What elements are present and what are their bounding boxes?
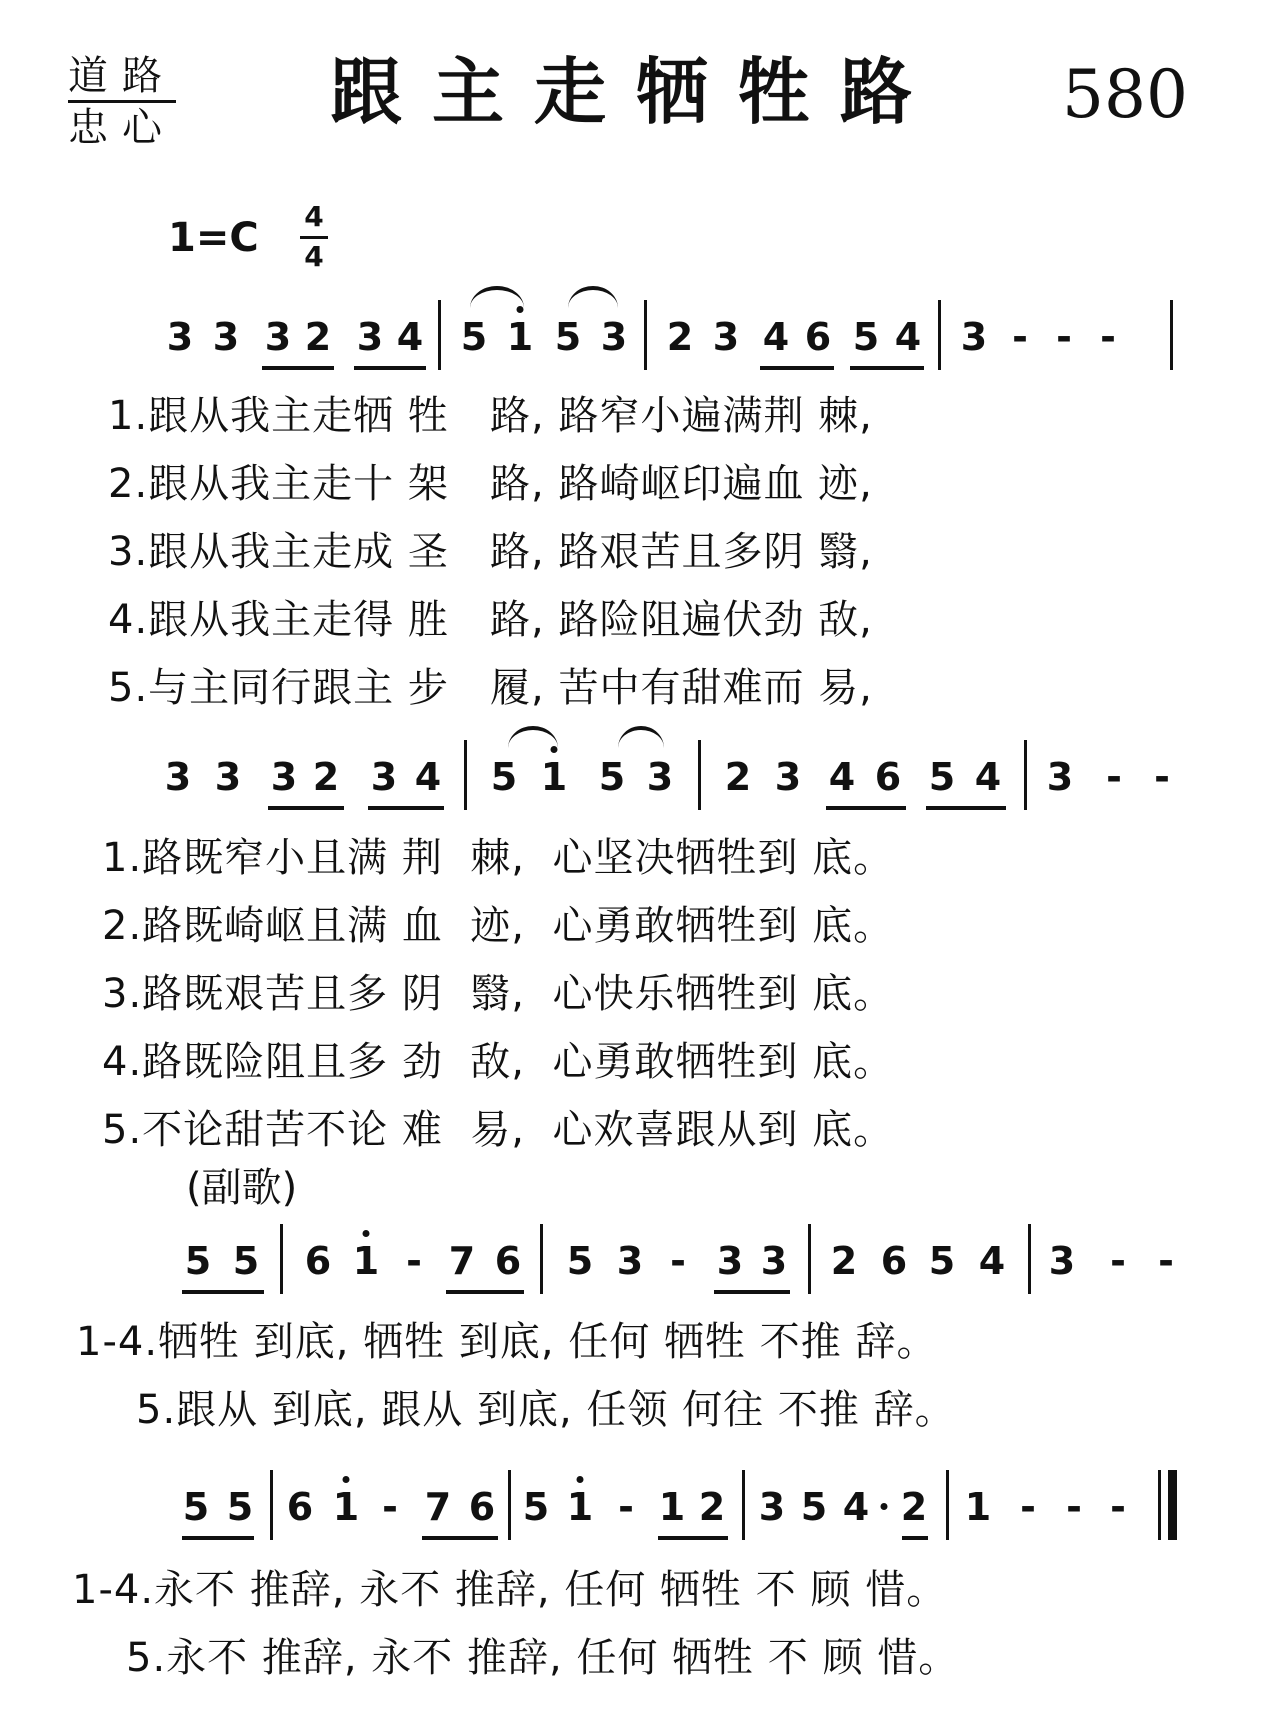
underline [354,366,426,370]
barline [540,1224,543,1294]
dash: - [1012,315,1028,359]
key-signature: 1=C [168,215,259,261]
verse-line: 1.路既窄小且满 荆 棘, 心坚决牺牲到 底。 [102,835,895,881]
verse-line: 2.跟从我主走十 架 路, 路崎岖印遍血 迹, [108,461,873,507]
note: 3 [760,1239,788,1283]
barline [280,1224,283,1294]
time-signature-line [300,236,328,239]
note: 6 [804,315,832,359]
note: 6 [874,755,902,799]
note: 1 [566,1485,594,1529]
note: 4 [396,315,424,359]
dash: - [1110,1239,1126,1283]
note: 2 [900,1485,928,1529]
hymn-category-bottom: 忠心 [68,105,176,151]
verse-line: 5.不论甜苦不论 难 易, 心欢喜跟从到 底。 [102,1107,895,1153]
note: 4 [842,1485,870,1529]
verse-line: 1.跟从我主走牺 牲 路, 路窄小遍满荆 棘, [108,393,873,439]
barline [644,300,647,370]
note: 3 [356,315,384,359]
note: 6 [286,1485,314,1529]
note: 5 [852,315,880,359]
verse-line: 5.与主同行跟主 步 履, 苦中有甜难而 易, [108,665,873,711]
time-signature-bottom: 4 [304,240,324,273]
note: 3 [616,1239,644,1283]
note: 6 [468,1485,496,1529]
barline [1024,740,1027,810]
note: 3 [716,1239,744,1283]
note: 3 [164,755,192,799]
barline [464,740,467,810]
note: 1 [540,755,568,799]
high-octave-dot [343,1476,350,1483]
note: 4 [414,755,442,799]
slur [470,286,524,308]
underline [446,1290,524,1294]
note: 5 [182,1485,210,1529]
final-barline-thick [1168,1470,1177,1540]
high-octave-dot [363,1230,370,1237]
slur [508,726,558,748]
refrain-line: 5.跟从 到底, 跟从 到底, 任领 何往 不推 辞。 [136,1387,956,1433]
note: 4 [894,315,922,359]
verse-line: 3.路既艰苦且多 阴 翳, 心快乐牺牲到 底。 [102,971,895,1017]
slur [618,726,664,748]
verse-line: 2.路既崎岖且满 血 迹, 心勇敢牺牲到 底。 [102,903,895,949]
hymn-category-top: 道路 [68,56,176,103]
notation-line-3 [0,1224,1280,1294]
note: 5 [800,1485,828,1529]
dash: - [1056,315,1072,359]
note: 4 [828,755,856,799]
refrain-label: (副歌) [186,1165,298,1211]
barline [438,300,441,370]
underline [714,1290,790,1294]
note: 3 [1048,1239,1076,1283]
note: 1 [658,1485,686,1529]
note: 1 [964,1485,992,1529]
dash: - [1110,1485,1126,1529]
note: 1 [332,1485,360,1529]
underline [368,806,444,810]
note: 6 [494,1239,522,1283]
note: 1 [352,1239,380,1283]
refrain-line: 1-4.牺牲 到底, 牺牲 到底, 任何 牺牲 不推 辞。 [76,1319,938,1365]
dash: - [670,1239,686,1283]
barline [742,1470,745,1540]
note: 3 [264,315,292,359]
verse-line: 4.路既险阻且多 劲 敌, 心勇敢牺牲到 底。 [102,1039,895,1085]
underline [422,1536,498,1540]
barline [938,300,941,370]
note: 5 [566,1239,594,1283]
note: 3 [960,315,988,359]
underline [182,1290,264,1294]
refrain-line: 5.永不 推辞, 永不 推辞, 任何 牺牲 不 顾 惜。 [126,1635,960,1681]
note: 1 [506,315,534,359]
note: 2 [724,755,752,799]
verse-line: 4.跟从我主走得 胜 路, 路险阻遍伏劲 敌, [108,597,873,643]
note: 5 [490,755,518,799]
dash: - [1020,1485,1036,1529]
note: 3 [212,315,240,359]
note: 5 [522,1485,550,1529]
barline [698,740,701,810]
underline [902,1536,928,1540]
dash: - [1066,1485,1082,1529]
note: 6 [880,1239,908,1283]
dash: - [1100,315,1116,359]
note: 3 [166,315,194,359]
note: 3 [214,755,242,799]
note: 4 [762,315,790,359]
underline [850,366,924,370]
note: 2 [830,1239,858,1283]
note: 2 [304,315,332,359]
underline [182,1536,254,1540]
dash: - [1158,1239,1174,1283]
note: 5 [554,315,582,359]
underline [658,1536,728,1540]
barline [270,1470,273,1540]
notation-line-2 [0,740,1280,810]
notation-line-4 [0,1470,1280,1540]
note: 3 [270,755,298,799]
note: 4 [974,755,1002,799]
barline [508,1470,511,1540]
hymn-title: 跟主走牺牲路 [330,50,943,134]
note: 2 [666,315,694,359]
note: 3 [774,755,802,799]
note: 3 [646,755,674,799]
note: 5 [232,1239,260,1283]
hymn-number: 580 [1062,56,1188,133]
note: 6 [304,1239,332,1283]
note: 2 [312,755,340,799]
note: 5 [928,755,956,799]
note: 5 [184,1239,212,1283]
underline [826,806,906,810]
note: 5 [460,315,488,359]
note: 5 [226,1485,254,1529]
note: 2 [698,1485,726,1529]
refrain-line: 1-4.永不 推辞, 永不 推辞, 任何 牺牲 不 顾 惜。 [72,1567,948,1613]
final-barline-thin [1158,1470,1161,1540]
verse-line: 3.跟从我主走成 圣 路, 路艰苦且多阴 翳, [108,529,873,575]
note: 4 [978,1239,1006,1283]
dash: - [1106,755,1122,799]
underline [760,366,834,370]
note: 3 [1046,755,1074,799]
dash: - [618,1485,634,1529]
augmentation-dot [881,1503,888,1510]
dash: - [406,1239,422,1283]
note: 3 [758,1485,786,1529]
slur [568,286,618,308]
underline [926,806,1006,810]
note: 5 [928,1239,956,1283]
dash: - [382,1485,398,1529]
barline [1028,1224,1031,1294]
note: 3 [600,315,628,359]
underline [262,366,334,370]
note: 3 [370,755,398,799]
barline [808,1224,811,1294]
time-signature-top: 4 [304,200,324,233]
note: 7 [424,1485,452,1529]
barline [1170,300,1173,370]
note: 7 [448,1239,476,1283]
barline [946,1470,949,1540]
note: 5 [598,755,626,799]
underline [268,806,344,810]
high-octave-dot [577,1476,584,1483]
dash: - [1154,755,1170,799]
note: 3 [712,315,740,359]
notation-line-1 [0,300,1280,370]
